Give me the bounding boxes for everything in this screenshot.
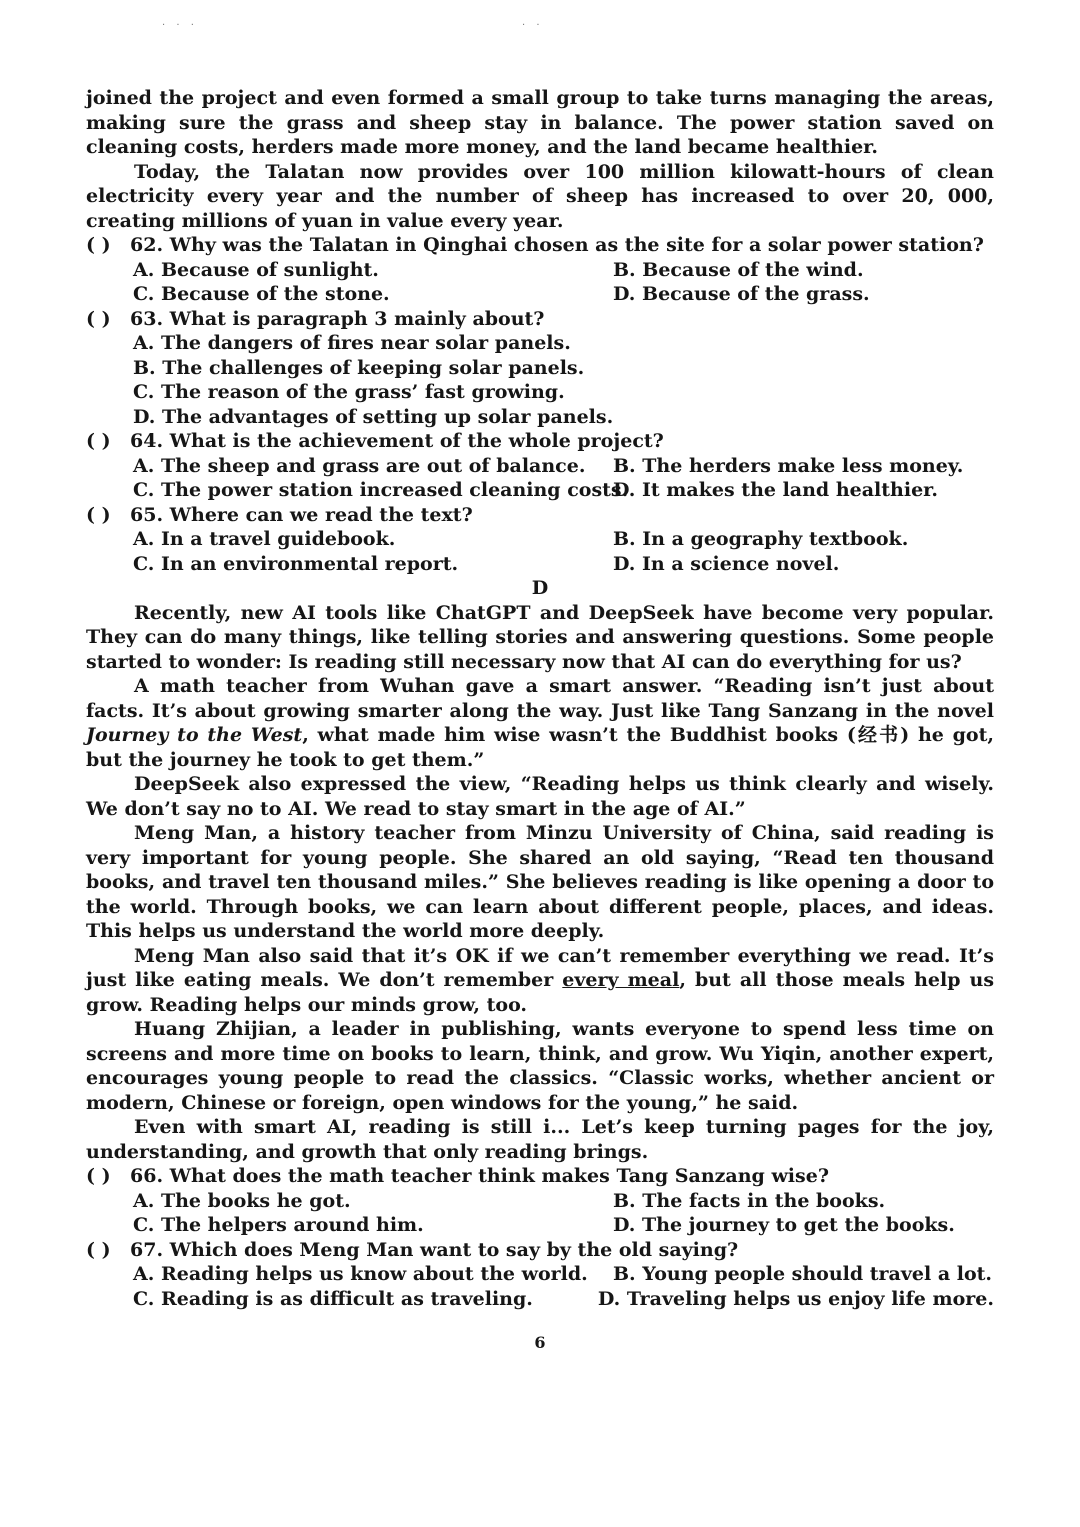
option-c: C. The power station increased cleaning costs. bbox=[133, 479, 629, 501]
page-number: 6 bbox=[534, 1333, 546, 1352]
option-c: C. The helpers around him. bbox=[133, 1214, 424, 1236]
passage-d-paragraph: Meng Man, a history teacher from Minzu University of China, said reading is very important for young people. She shared an old saying, “Read ten thousand books, and travel ten thousand miles.” She believes reading is like opening a door to the world. Through books, we can learn about different people, places, and ideas. This helps us understand the world more deeply. bbox=[86, 822, 994, 942]
option-b: B. The facts in the books. bbox=[613, 1189, 886, 1212]
underlined-phrase: every meal bbox=[562, 969, 680, 991]
question-stem: 62. Why was the Talatan in Qinghai chosen as the site for a solar power station? bbox=[130, 234, 984, 256]
passage-d-paragraph bbox=[86, 944, 994, 1018]
option-c: C. In an environmental report. bbox=[133, 552, 459, 575]
question-stem: 67. Which does Meng Man want to say by the old saying? bbox=[130, 1238, 739, 1261]
passage-c-paragraph: Today, the Talatan now provides over 100 million kilowatt-hours of clean electricity every year and the number of sheep has increased to over 20, 000, creating millions of yuan in value every year. bbox=[86, 160, 994, 232]
option-a: A. The sheep and grass are out of balance. bbox=[133, 454, 586, 477]
passage-d-paragraph bbox=[86, 674, 994, 772]
option-a: A. Because of sunlight. bbox=[133, 258, 379, 281]
option-b: B. Because of the wind. bbox=[613, 258, 864, 281]
question-stem: 63. What is paragraph 3 mainly about? bbox=[130, 307, 545, 330]
passage-c-paragraph: joined the project and even formed a small group to take turns managing the areas, making sure the grass and sheep stay in balance. The power station saved on cleaning costs, herders made more money, and the land became healthier. bbox=[86, 87, 994, 158]
option-d: D. The journey to get the books. bbox=[613, 1214, 955, 1236]
answer-bracket[interactable]: ( ) bbox=[86, 1238, 111, 1261]
paragraph-text: A math teacher from Wuhan gave a smart answer. “Reading isn’t just about facts. It’s about growing smarter along the way. Just like Tang Sanzang in the novel bbox=[86, 675, 994, 722]
option-a: A. Reading helps us know about the world. bbox=[133, 1263, 588, 1285]
option-b: B. In a geography textbook. bbox=[613, 528, 909, 550]
passage-d-paragraph: DeepSeek also expressed the view, “Reading helps us think clearly and wisely. We don’t say no to AI. We read to stay smart in the age of AI.” bbox=[86, 773, 994, 820]
paragraph-text: Meng Man also said that it’s OK if we can’t remember everything we read. It’s just like eating meals. We don’t remember bbox=[86, 944, 994, 991]
question-63 bbox=[86, 307, 994, 430]
passage-d-paragraph: Huang Zhijian, a leader in publishing, wants everyone to spend less time on screens and more time on books to learn, think, and grow. Wu Yiqin, another expert, encourages young people to read the classics. “Classic works, whether ancient or modern, Chinese or foreign, open windows for the young,” he said. bbox=[86, 1018, 994, 1114]
option-b: B. The herders make less money. bbox=[613, 454, 964, 477]
option-d: D. The advantages of setting up solar panels. bbox=[133, 405, 614, 428]
answer-bracket[interactable]: ( ) bbox=[86, 1165, 111, 1187]
question-stem: 65. Where can we read the text? bbox=[130, 503, 473, 526]
option-c: C. Because of the stone. bbox=[133, 283, 390, 305]
option-a: A. The dangers of fires near solar panels. bbox=[133, 332, 571, 354]
option-b: B. The challenges of keeping solar panels. bbox=[133, 356, 585, 379]
question-67 bbox=[86, 1238, 994, 1312]
question-64 bbox=[86, 429, 994, 503]
option-d: D. Traveling helps us enjoy life more. bbox=[597, 1287, 994, 1310]
question-62 bbox=[86, 233, 994, 307]
answer-bracket[interactable]: ( ) bbox=[86, 430, 111, 452]
option-c: C. Reading is as difficult as traveling. bbox=[133, 1287, 533, 1310]
question-65 bbox=[86, 503, 994, 577]
option-d: D. It makes the land healthier. bbox=[613, 479, 939, 501]
option-c: C. The reason of the grass’ fast growing. bbox=[133, 381, 565, 403]
option-a: A. In a travel guidebook. bbox=[133, 528, 396, 550]
section-heading: D bbox=[531, 577, 549, 599]
paragraph-text: , what made him wise wasn’t the Buddhist books (经书) he got, but the journey he took to get them.” bbox=[86, 724, 994, 771]
scan-mark-right: · · bbox=[522, 20, 544, 31]
question-66 bbox=[86, 1164, 994, 1238]
novel-title: Journey to the West bbox=[86, 724, 303, 746]
answer-bracket[interactable]: ( ) bbox=[86, 234, 111, 256]
exam-page bbox=[86, 86, 994, 1311]
question-stem: 64. What is the achievement of the whole project? bbox=[130, 430, 664, 452]
answer-bracket[interactable]: ( ) bbox=[86, 307, 111, 330]
passage-d-paragraph: Even with smart AI, reading is still i... Let’s keep turning pages for the joy, understanding, and growth that only reading brings. bbox=[86, 1116, 994, 1163]
option-b: B. Young people should travel a lot. bbox=[613, 1263, 993, 1285]
option-d: D. In a science novel. bbox=[613, 552, 840, 575]
option-d: D. Because of the grass. bbox=[613, 283, 870, 305]
passage-d-paragraph: Recently, new AI tools like ChatGPT and DeepSeek have become very popular. They can do many things, like telling stories and answering questions. Some people started to wonder: Is reading still necessary now that AI can do everything for us? bbox=[86, 601, 994, 673]
question-stem: 66. What does the math teacher think makes Tang Sanzang wise? bbox=[130, 1165, 829, 1187]
option-a: A. The books he got. bbox=[133, 1189, 351, 1212]
paragraph-text: , but all those meals help us grow. Reading helps our minds grow, too. bbox=[86, 969, 995, 1016]
scan-mark-left: · · · bbox=[162, 20, 198, 31]
answer-bracket[interactable]: ( ) bbox=[86, 503, 111, 526]
